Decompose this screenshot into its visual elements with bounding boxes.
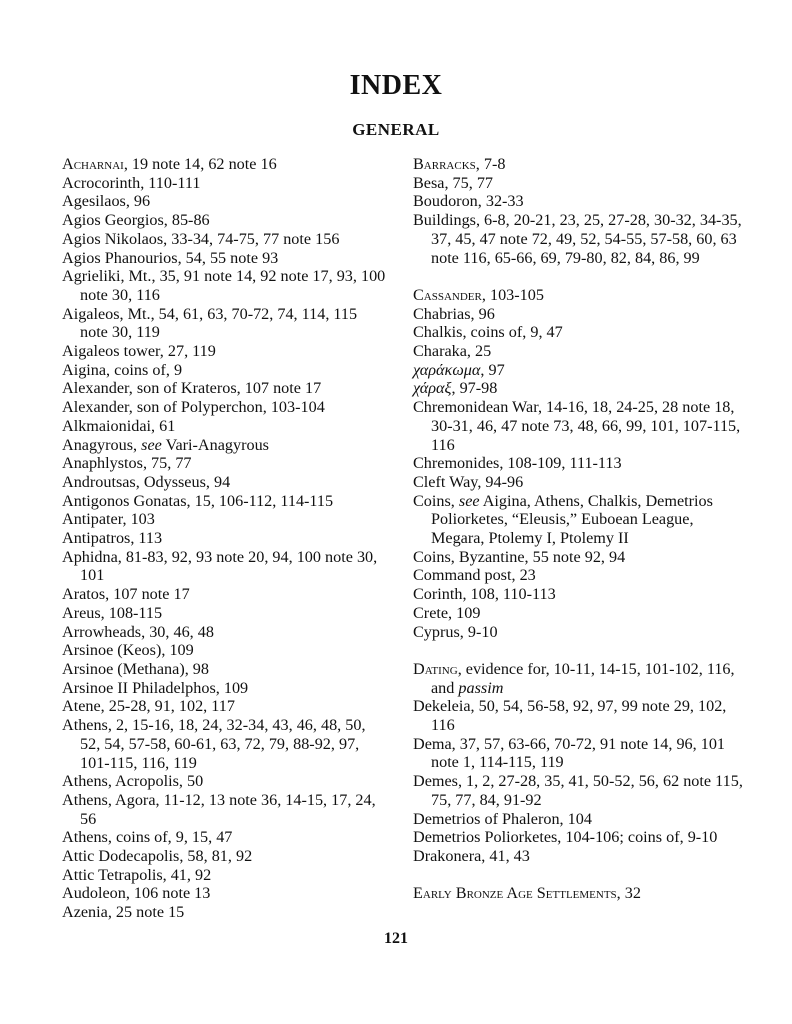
- index-entry: [413, 286, 743, 305]
- entry-text: Aratos, 107 note 17: [62, 585, 190, 604]
- index-entry: [413, 548, 743, 567]
- entry-text: , 32: [616, 884, 641, 903]
- entry-text: Vari-Anagyrous: [161, 435, 269, 454]
- index-entry: [62, 211, 387, 230]
- entry-text: Anaphlystos, 75, 77: [62, 454, 192, 473]
- index-entry: [413, 697, 743, 734]
- index-entry: [413, 604, 743, 623]
- index-entry: [62, 772, 387, 791]
- index-entry: [62, 903, 387, 922]
- entry-text: Areus, 108-115: [62, 603, 163, 622]
- entry-text: Demetrios of Phaleron, 104: [413, 809, 592, 828]
- entry-text: , 7-8: [475, 155, 506, 173]
- entry-text: Chremonides, 108-109, 111-113: [413, 454, 622, 473]
- entry-italic: see: [458, 491, 480, 510]
- entry-text: Agesilaos, 96: [62, 192, 151, 211]
- index-entry: [62, 866, 387, 885]
- index-entry: [62, 342, 387, 361]
- entry-text: Antipatros, 113: [62, 529, 163, 548]
- index-entry: [62, 398, 387, 417]
- index-entry: [62, 641, 387, 660]
- entry-text: Alkmaionidai, 61: [62, 416, 176, 435]
- index-column-left: [62, 155, 387, 922]
- section-gap: [413, 267, 743, 286]
- index-entry: [413, 772, 743, 809]
- entry-text: Anagyrous,: [62, 435, 142, 454]
- entry-text: Coins, Byzantine, 55 note 92, 94: [413, 547, 626, 566]
- index-entry: [62, 585, 387, 604]
- index-entry: [413, 361, 743, 380]
- index-entry: [413, 660, 743, 697]
- index-entry: [62, 417, 387, 436]
- entry-text: Acrocorinth, 110-111: [62, 173, 201, 192]
- entry-text: Alexander, son of Polyperchon, 103-104: [62, 398, 325, 417]
- index-entry: [413, 623, 743, 642]
- entry-text: Aigaleos, Mt., 54, 61, 63, 70-72, 74, 114, 115 note 30, 119: [62, 304, 358, 342]
- entry-text: Athens, 2, 15-16, 18, 24, 32-34, 43, 46, 48, 50, 52, 54, 57-58, 60-61, 63, 72, 79, 88-92, 97, 101-115, 116, 119: [62, 716, 366, 772]
- index-entry: [62, 697, 387, 716]
- entry-lead-term: Dating: [413, 659, 458, 678]
- index-entry: [413, 323, 743, 342]
- entry-italic: see: [141, 435, 162, 454]
- index-entry: [62, 230, 387, 249]
- entry-lead-term: Barracks: [413, 155, 476, 173]
- index-entry: [62, 155, 387, 174]
- entry-italic: χαράκωμα: [413, 360, 481, 379]
- section-gap: [413, 866, 743, 885]
- index-entry: [62, 716, 387, 772]
- entry-text: Buildings, 6-8, 20-21, 23, 25, 27-28, 30-32, 34-35, 37, 45, 47 note 72, 49, 52, 54-55, 57-58, 60, 63 note 116, 65-66, 69, 79-80, 82, 84, 86, 99: [413, 211, 742, 267]
- entry-text: Arsinoe (Methana), 98: [62, 659, 209, 678]
- entry-text: Charaka, 25: [413, 342, 492, 361]
- entry-text: Cleft Way, 94-96: [413, 472, 524, 491]
- entry-text: Demes, 1, 2, 27-28, 35, 41, 50-52, 56, 62 note 115, 75, 77, 84, 91-92: [413, 772, 743, 809]
- index-entry: [413, 174, 743, 193]
- index-entry: [62, 454, 387, 473]
- index-entry: [62, 249, 387, 268]
- entry-text: Command post, 23: [413, 566, 536, 585]
- index-entry: [413, 810, 743, 829]
- entry-text: Athens, coins of, 9, 15, 47: [62, 828, 233, 847]
- index-entry: [62, 361, 387, 380]
- entry-lead-term: Acharnai: [62, 155, 124, 173]
- entry-text: Aigina, Athens, Chalkis, Demetrios Poliorketes, “Eleusis,” Euboean League, Megara, Ptolemy I, Ptolemy II: [431, 491, 713, 548]
- entry-text: Arsinoe II Philadelphos, 109: [62, 678, 249, 697]
- index-entry: [413, 884, 743, 903]
- index-entry: [413, 192, 743, 211]
- entry-text: Alexander, son of Krateros, 107 note 17: [62, 379, 322, 398]
- index-column-right: [413, 155, 743, 903]
- index-entry: [62, 791, 387, 828]
- entry-italic: passim: [458, 678, 504, 697]
- entry-text: Arrowheads, 30, 46, 48: [62, 622, 214, 641]
- index-entry: [62, 548, 387, 585]
- index-entry: [62, 529, 387, 548]
- entry-text: Crete, 109: [413, 603, 481, 622]
- index-entry: [413, 454, 743, 473]
- index-entry: [413, 735, 743, 772]
- index-entry: [413, 342, 743, 361]
- entry-text: Chabrias, 96: [413, 304, 495, 323]
- index-entry: [413, 211, 743, 267]
- index-entry: [413, 847, 743, 866]
- index-entry: [413, 305, 743, 324]
- index-entry: [62, 267, 387, 304]
- entry-text: Attic Dodecapolis, 58, 81, 92: [62, 847, 253, 866]
- index-entry: [413, 379, 743, 398]
- index-entry: [62, 510, 387, 529]
- entry-text: Agios Georgios, 85-86: [62, 211, 210, 230]
- entry-text: Athens, Acropolis, 50: [62, 772, 204, 791]
- index-entry: [62, 379, 387, 398]
- entry-text: Agios Phanourios, 54, 55 note 93: [62, 248, 279, 267]
- entry-text: , 103-105: [481, 285, 544, 304]
- entry-text: Dema, 37, 57, 63-66, 70-72, 91 note 14, 96, 101 note 1, 114-115, 119: [413, 734, 726, 772]
- section-heading: GENERAL: [352, 120, 440, 139]
- index-entry: [62, 436, 387, 455]
- entry-text: Chremonidean War, 14-16, 18, 24-25, 28 note 18, 30-31, 46, 47 note 73, 48, 66, 99, 101, 107-115, 116: [413, 398, 741, 454]
- entry-text: Chalkis, coins of, 9, 47: [413, 323, 563, 342]
- entry-text: Atene, 25-28, 91, 102, 117: [62, 697, 235, 716]
- index-entry: [62, 884, 387, 903]
- entry-text: Coins,: [413, 491, 459, 510]
- entry-text: Agios Nikolaos, 33-34, 74-75, 77 note 156: [62, 229, 340, 248]
- entry-text: Aigina, coins of, 9: [62, 360, 183, 379]
- entry-text: , 97-98: [451, 379, 498, 398]
- entry-text: Attic Tetrapolis, 41, 92: [62, 865, 212, 884]
- index-entry: [413, 566, 743, 585]
- index-entry: [62, 679, 387, 698]
- entry-text: Audoleon, 106 note 13: [62, 884, 211, 903]
- index-entry: [413, 155, 743, 174]
- index-entry: [62, 473, 387, 492]
- entry-text: , 97: [480, 360, 505, 379]
- index-entry: [62, 604, 387, 623]
- entry-text: Boudoron, 32-33: [413, 192, 524, 211]
- entry-lead-term: Early Bronze Age Settlements: [413, 884, 617, 903]
- page-number: 121: [384, 930, 408, 947]
- index-entry: [62, 492, 387, 511]
- page-title: INDEX: [349, 70, 443, 101]
- entry-text: Arsinoe (Keos), 109: [62, 641, 194, 660]
- entry-text: Demetrios Poliorketes, 104-106; coins of, 9-10: [413, 828, 718, 847]
- entry-text: Aphidna, 81-83, 92, 93 note 20, 94, 100 note 30, 101: [62, 547, 378, 585]
- index-entry: [62, 847, 387, 866]
- entry-lead-term: Cassander: [413, 285, 482, 304]
- entry-text: Corinth, 108, 110-113: [413, 585, 556, 604]
- entry-text: Androutsas, Odysseus, 94: [62, 472, 231, 491]
- index-entry: [413, 492, 743, 548]
- entry-text: Azenia, 25 note 15: [62, 903, 185, 922]
- entry-text: , 19 note 14, 62 note 16: [123, 155, 277, 173]
- index-entry: [62, 174, 387, 193]
- index-entry: [413, 473, 743, 492]
- entry-text: Cyprus, 9-10: [413, 622, 498, 641]
- entry-text: Dekeleia, 50, 54, 56-58, 92, 97, 99 note 29, 102, 116: [413, 697, 727, 735]
- index-entry: [413, 398, 743, 454]
- entry-italic: χάραξ: [413, 379, 452, 398]
- index-entry: [62, 192, 387, 211]
- entry-text: Drakonera, 41, 43: [413, 846, 530, 865]
- index-entry: [413, 828, 743, 847]
- index-entry: [62, 623, 387, 642]
- entry-text: Antigonos Gonatas, 15, 106-112, 114-115: [62, 491, 334, 510]
- entry-text: Athens, Agora, 11-12, 13 note 36, 14-15, 17, 24, 56: [62, 790, 376, 828]
- entry-text: Agrieliki, Mt., 35, 91 note 14, 92 note 17, 93, 100 note 30, 116: [62, 267, 386, 304]
- index-entry: [413, 585, 743, 604]
- index-entry: [62, 305, 387, 342]
- entry-text: Antipater, 103: [62, 510, 155, 529]
- index-entry: [62, 660, 387, 679]
- section-gap: [413, 641, 743, 660]
- entry-text: Aigaleos tower, 27, 119: [62, 342, 216, 361]
- entry-text: , evidence for, 10-11, 14-15, 101-102, 116, and: [431, 659, 735, 697]
- entry-text: Besa, 75, 77: [413, 173, 494, 192]
- index-entry: [62, 828, 387, 847]
